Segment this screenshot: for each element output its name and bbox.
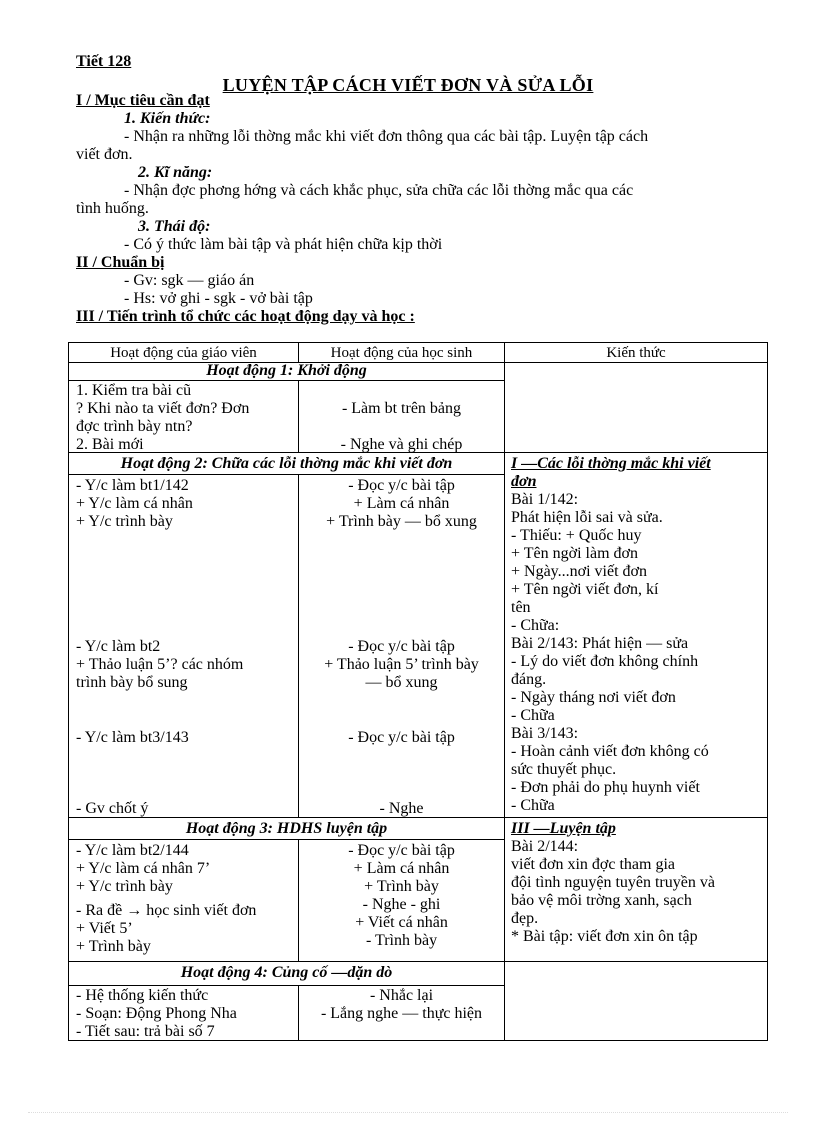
- act1-title: Hoạt động 1: Khởi động: [206, 362, 367, 379]
- act2-knowledge-line: - Chữa: [511, 707, 555, 724]
- act2-knowledge-line: + Tên ngời viết đơn, kí: [511, 581, 659, 598]
- table-border-top: [68, 342, 768, 343]
- act3-teacher-prompt-cont: học sinh viết đơn: [146, 902, 257, 919]
- act2-student-line: - Đọc y/c bài tập: [348, 729, 455, 746]
- act4-teacher-line: - Tiết sau: trả bài số 7: [76, 1023, 215, 1040]
- act1-teacher-line: ? Khi nào ta viết đơn? Đơn: [76, 400, 250, 417]
- act2-knowledge-line: Bài 3/143:: [511, 725, 579, 742]
- prep-teacher: - Gv: sgk — giáo án: [124, 272, 255, 289]
- act4-divider: [68, 961, 768, 962]
- act2-knowledge-line: Phát hiện lỗi sai và sửa.: [511, 509, 663, 526]
- arrow-right-icon: →: [126, 902, 143, 919]
- act2-teacher-line: - Gv chốt ý: [76, 800, 149, 817]
- header-knowledge: Kiến thức: [606, 345, 666, 361]
- act3-knowledge-line: viết đơn xin đợc tham gia: [511, 856, 675, 873]
- act1-student-line: - Làm bt trên bảng: [341, 400, 462, 417]
- act2-knowledge-line: - Lý do viết đơn không chính: [511, 653, 699, 670]
- knowledge-line-2: viết đơn.: [76, 146, 133, 163]
- section-3-heading: III / Tiến trình tổ chức các hoạt động dạy và học :: [76, 308, 415, 325]
- act2-knowledge-line: + Tên ngời làm đơn: [511, 545, 638, 562]
- section-2-heading: II / Chuẩn bị: [76, 254, 165, 271]
- act3-title: Hoạt động 3: HDHS luyện tập: [185, 820, 388, 837]
- act2-knowledge-line: Bài 2/143: Phát hiện — sửa: [511, 635, 689, 652]
- act2-teacher-line: trình bày bổ sung: [76, 674, 188, 691]
- act1-student-line: - Nghe và ghi chép: [340, 436, 463, 453]
- act3-knowledge-heading: III —Luyện tập: [511, 820, 616, 837]
- act2-knowledge-heading-cont: đơn: [511, 473, 537, 490]
- act3-teacher-line: + Y/c trình bày: [76, 878, 173, 895]
- skills-heading: 2. Kĩ năng:: [138, 164, 213, 181]
- act4-teacher-line: - Soạn: Động Phong Nha: [76, 1005, 237, 1022]
- act2-student-line: - Đọc y/c bài tập: [348, 477, 455, 494]
- act3-student-line: - Nghe - ghi: [362, 896, 441, 913]
- act2-knowledge-line: - Hoàn cảnh viết đơn không có: [511, 743, 709, 760]
- header-teacher: Hoạt động của giáo viên: [110, 345, 257, 361]
- act2-student-line: + Làm cá nhân: [353, 495, 450, 512]
- act2-teacher-line: + Y/c làm cá nhân: [76, 495, 193, 512]
- act2-knowledge-line: - Đơn phải do phụ huynh viết: [511, 779, 700, 796]
- act4-title: Hoạt động 4: Củng cố —dặn dò: [180, 964, 393, 981]
- act3-student-line: + Làm cá nhân: [353, 860, 450, 877]
- prep-student: - Hs: vở ghi - sgk - vở bài tập: [124, 290, 313, 307]
- act3-student-line: + Viết cá nhân: [355, 914, 448, 931]
- act3-student-line: + Trình bày: [364, 878, 439, 895]
- attitude-line: - Có ý thức làm bài tập và phát hiện chữa kịp thời: [124, 236, 443, 253]
- act2-knowledge-line: - Ngày tháng nơi viết đơn: [511, 689, 676, 706]
- table-border-left: [68, 342, 69, 1041]
- act4-title-divider: [68, 985, 504, 986]
- act2-teacher-line: - Y/c làm bt1/142: [76, 477, 189, 494]
- act2-knowledge-line: - Chữa:: [511, 617, 560, 634]
- act3-student-line: - Đọc y/c bài tập: [348, 842, 455, 859]
- act2-title: Hoạt động 2: Chữa các lỗi thờng mắc khi viết đơn: [120, 455, 453, 472]
- act2-student-line: - Nghe: [379, 800, 424, 817]
- act2-knowledge-heading: I —Các lỗi thờng mắc khi viết: [511, 455, 711, 472]
- knowledge-heading: 1. Kiến thức:: [124, 110, 211, 127]
- act3-teacher-line: + Trình bày: [76, 938, 151, 955]
- act3-knowledge-line: đẹp.: [511, 910, 539, 927]
- act2-student-line: - Đọc y/c bài tập: [348, 638, 455, 655]
- act3-teacher-line: - Y/c làm bt2/144: [76, 842, 189, 859]
- act3-knowledge-line: đội tình nguyện tuyên truyền và: [511, 874, 715, 891]
- act2-knowledge-line: sức thuyết phục.: [511, 761, 617, 778]
- act2-student-line: + Thảo luận 5’ trình bày: [324, 656, 479, 673]
- act1-title-divider: [68, 380, 504, 381]
- act2-teacher-line: - Y/c làm bt2: [76, 638, 161, 655]
- header-student: Hoạt động của học sinh: [330, 345, 473, 361]
- act2-knowledge-line: - Thiếu: + Quốc huy: [511, 527, 642, 544]
- skills-line-1: - Nhận đợc phơng hớng và cách khắc phục, sửa chữa các lỗi thờng mắc qua các: [124, 182, 634, 199]
- act4-student-line: - Lắng nghe — thực hiện: [320, 1005, 483, 1022]
- act3-teacher-line: + Y/c làm cá nhân 7’: [76, 860, 211, 877]
- act3-teacher-line: + Viết 5’: [76, 920, 133, 937]
- act3-title-divider: [68, 839, 504, 840]
- act3-teacher-line: [76, 902, 256, 920]
- act2-student-line: — bổ xung: [365, 674, 438, 691]
- act2-knowledge-line: + Ngày...nơi viết đơn: [511, 563, 647, 580]
- column-divider-2: [504, 342, 505, 1041]
- act3-student-line: - Trình bày: [365, 932, 438, 949]
- page-bottom-rule: [28, 1112, 788, 1113]
- act3-knowledge-line: Bài 2/144:: [511, 838, 579, 855]
- skills-line-2: tình huống.: [76, 200, 149, 217]
- act2-knowledge-line: Bài 1/142:: [511, 491, 579, 508]
- act4-student-line: - Nhắc lại: [369, 987, 434, 1004]
- table-border-right: [767, 342, 768, 1041]
- act4-teacher-line: - Hệ thống kiến thức: [76, 987, 209, 1004]
- act2-student-line: + Trình bày — bổ xung: [326, 513, 477, 530]
- act1-teacher-line: đợc trình bày ntn?: [76, 418, 193, 435]
- act3-knowledge-line: * Bài tập: viết đơn xin ôn tập: [511, 928, 698, 945]
- act2-teacher-line: - Y/c làm bt3/143: [76, 729, 189, 746]
- act2-teacher-line: + Thảo luận 5’? các nhóm: [76, 656, 244, 673]
- act2-knowledge-line: đáng.: [511, 671, 547, 688]
- knowledge-line-1: - Nhận ra những lỗi thờng mắc khi viết đơn thông qua các bài tập. Luyện tập cách: [124, 128, 649, 145]
- act1-teacher-line: 2. Bài mới: [76, 436, 144, 453]
- act2-teacher-line: + Y/c trình bày: [76, 513, 173, 530]
- lesson-number: Tiết 128: [76, 53, 132, 70]
- act2-title-divider: [68, 474, 504, 475]
- page-title: LUYỆN TẬP CÁCH VIẾT ĐƠN VÀ SỬA LỖI: [222, 75, 594, 95]
- attitude-heading: 3. Thái độ:: [138, 218, 211, 235]
- act1-teacher-line: 1. Kiểm tra bài cũ: [76, 382, 192, 399]
- act2-knowledge-line: tên: [511, 599, 531, 616]
- act3-teacher-prompt: - Ra đề: [76, 902, 123, 919]
- section-1-heading: I / Mục tiêu cần đạt: [76, 92, 210, 109]
- act3-knowledge-line: bảo vệ môi trờng xanh, sạch: [511, 892, 692, 909]
- act2-knowledge-line: - Chữa: [511, 797, 555, 814]
